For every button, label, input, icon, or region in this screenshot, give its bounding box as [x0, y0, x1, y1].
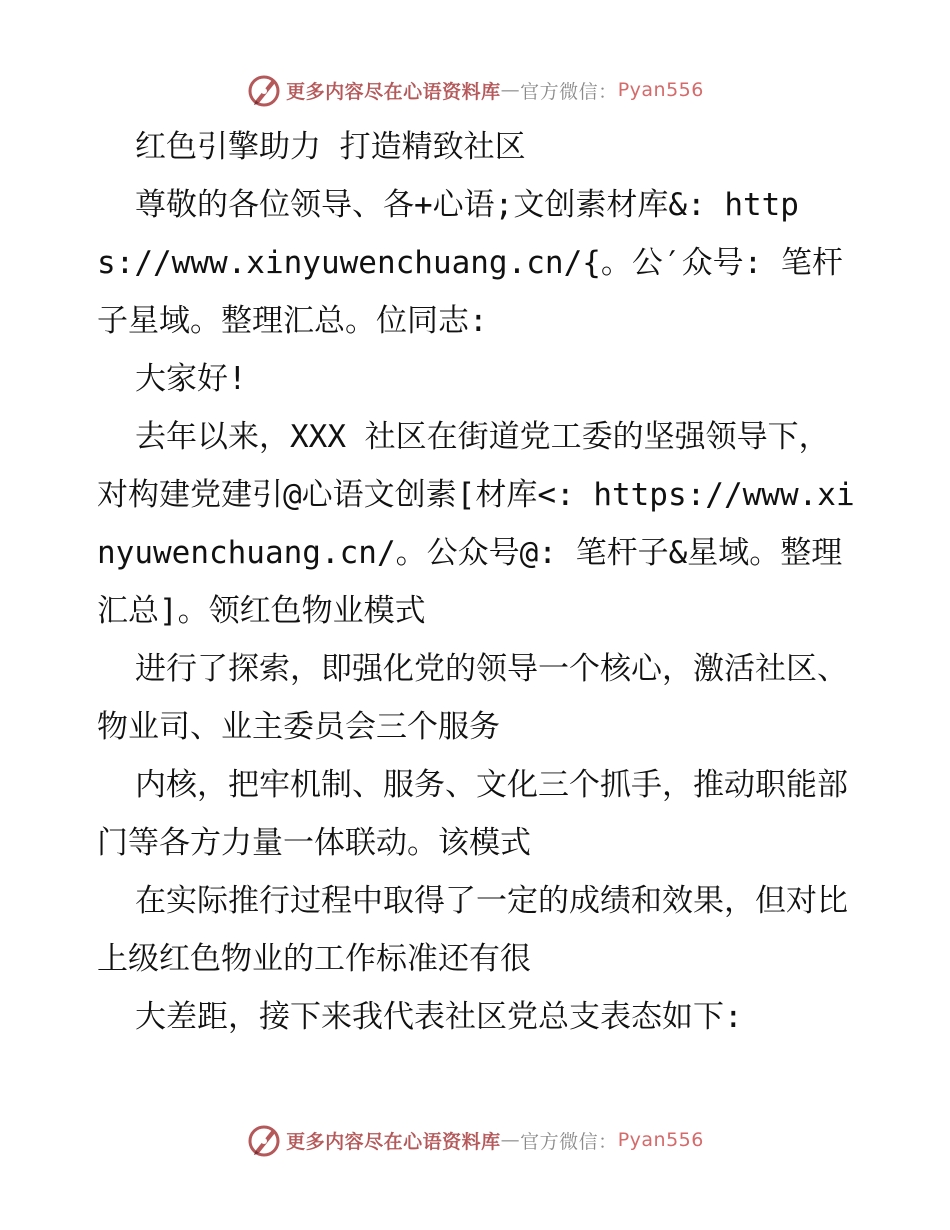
banner-brand-text: 更多内容尽在心语资料库	[286, 1130, 501, 1153]
salutation-paragraph: 尊敬的各位领导、各+心语;文创素材库&: https://www.xinyuwenchuang.cn/{。公′众号: 笔杆子星域。整理汇总。位同志:	[97, 187, 843, 339]
body-paragraph: 内核，把牢机制、服务、文化三个抓手，推动职能部门等各方力量一体联动。该模式	[97, 767, 848, 861]
document-title: 红色引擎助力 打造精致社区	[135, 129, 526, 165]
banner-dash: —	[500, 1129, 521, 1151]
banner-wechat-id: Pyan556	[617, 79, 704, 101]
banner-dash: —	[500, 79, 521, 101]
quill-pen-logo-icon	[246, 1122, 282, 1158]
footer-banner	[0, 1120, 950, 1160]
body-paragraph: 在实际推行过程中取得了一定的成绩和效果，但对比上级红色物业的工作标准还有很	[97, 883, 848, 977]
banner-wechat-id: Pyan556	[617, 1129, 704, 1151]
document-body	[97, 118, 857, 1046]
quill-pen-logo-icon	[246, 72, 282, 108]
body-paragraph: 大差距，接下来我代表社区党总支表态如下:	[135, 999, 743, 1035]
body-paragraph: 去年以来，XXX 社区在街道党工委的坚强领导下，对构建党建引@心语文创素[材库<: https://www.xinyuwenchuang.cn/。公众号@: 笔杆子&星域。整理汇总]。领红色物业模式	[97, 419, 855, 629]
banner-official-label: 官方微信：	[520, 1130, 618, 1153]
greeting-paragraph: 大家好!	[135, 361, 247, 397]
body-paragraph: 进行了探索，即强化党的领导一个核心，激活社区、物业司、业主委员会三个服务	[97, 651, 848, 745]
header-banner	[0, 70, 950, 110]
banner-brand-text: 更多内容尽在心语资料库	[286, 80, 501, 103]
banner-official-label: 官方微信：	[520, 80, 618, 103]
